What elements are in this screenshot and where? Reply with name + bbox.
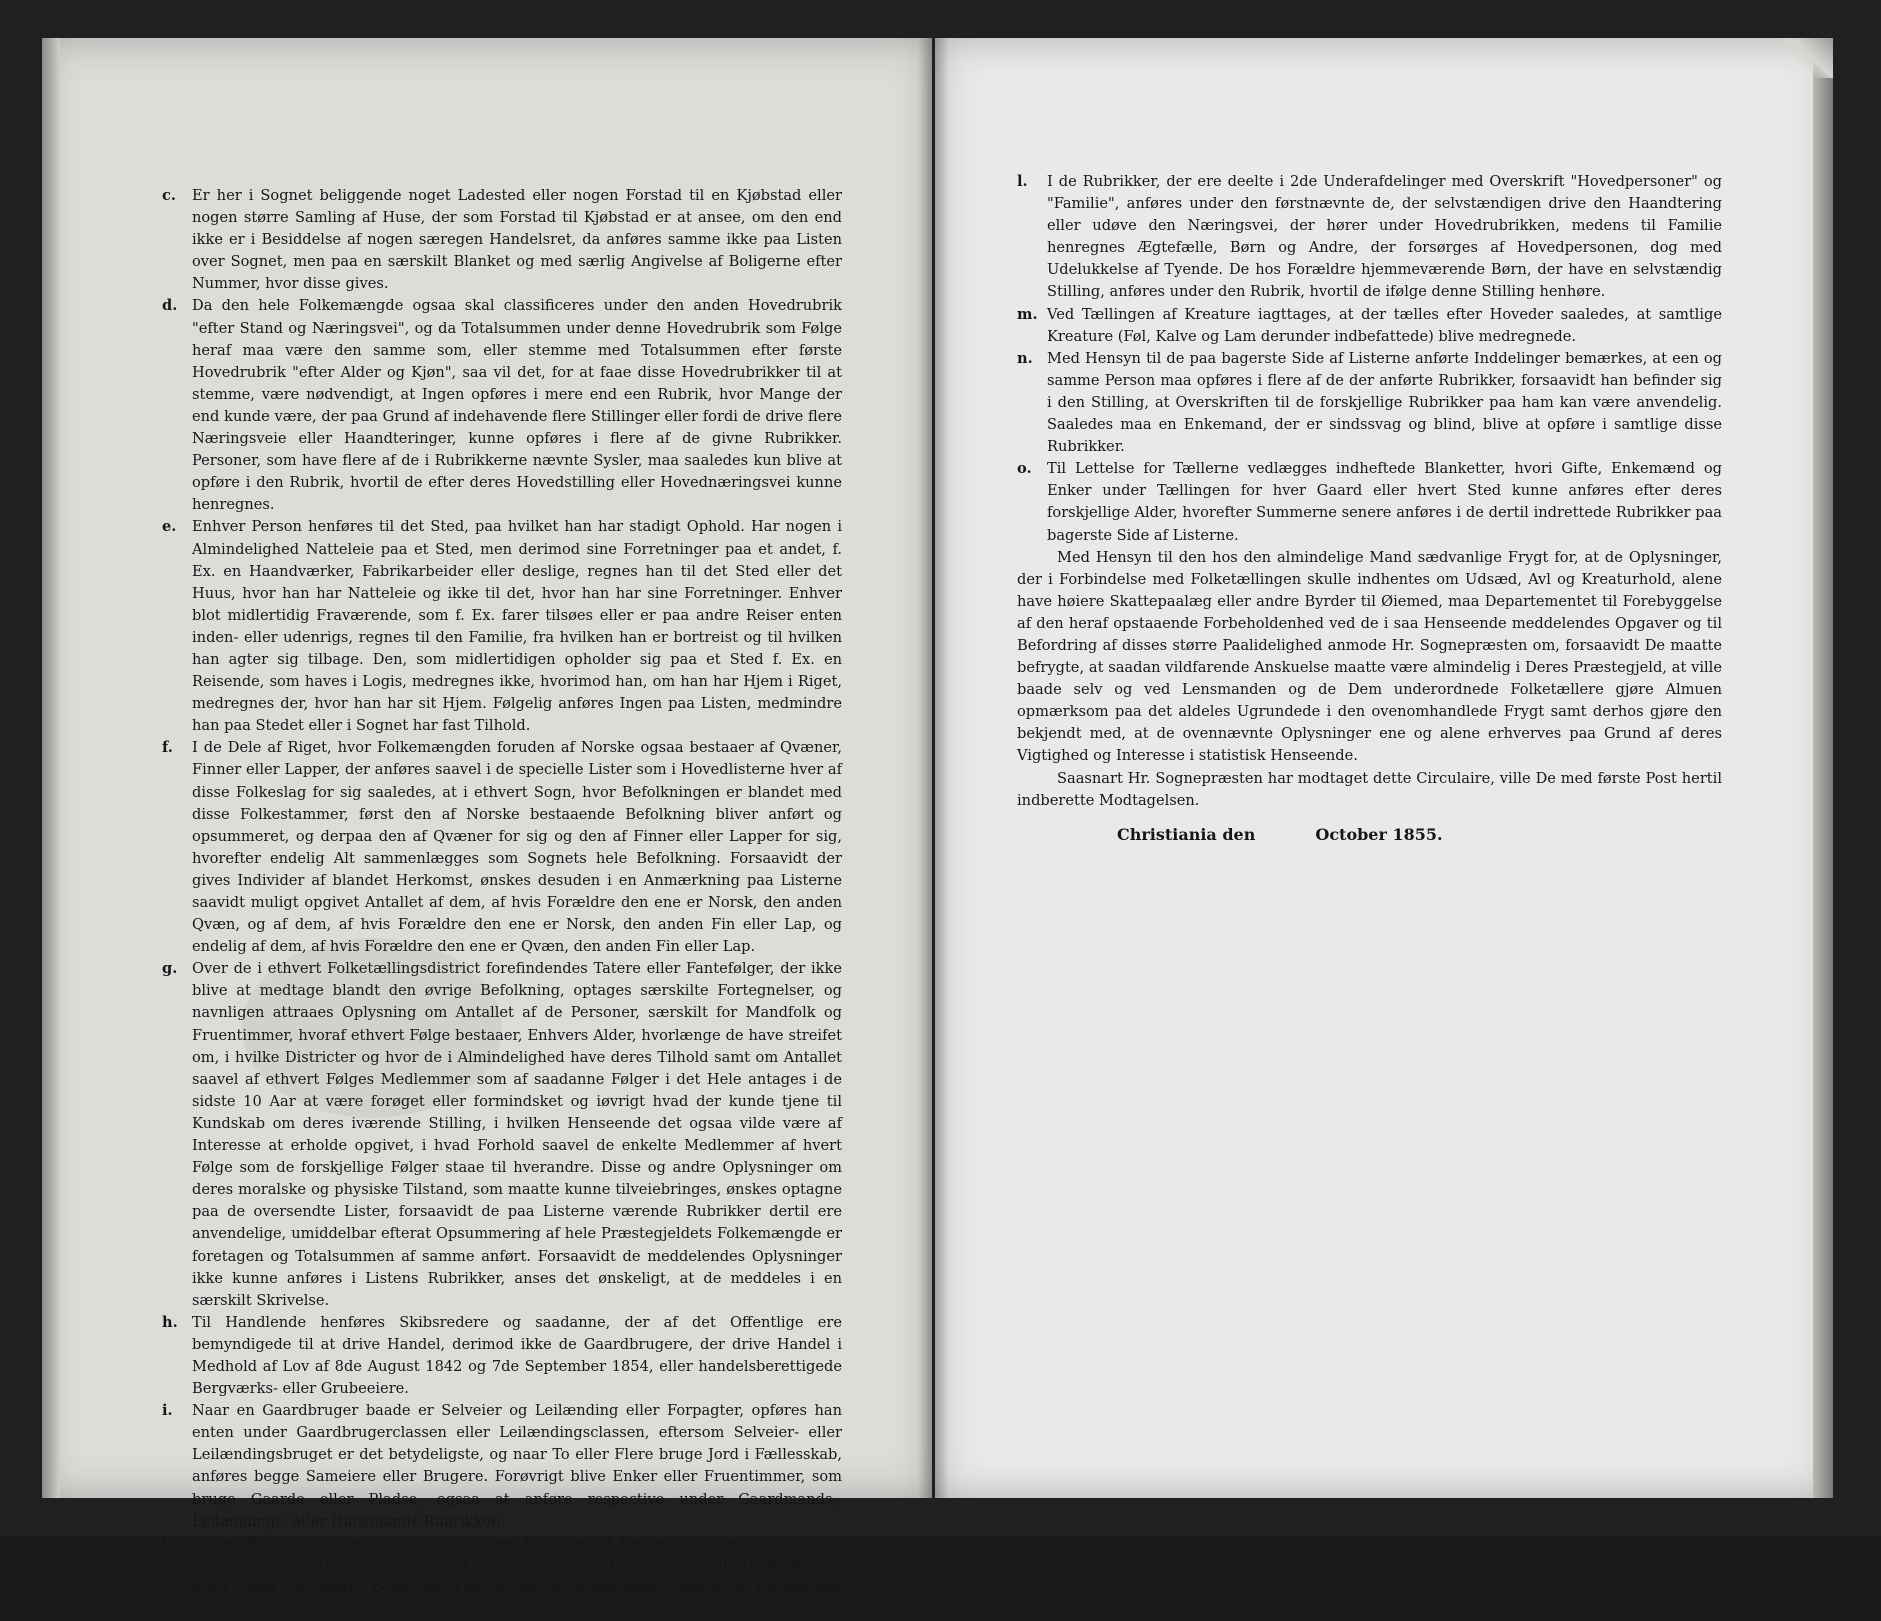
paragraph-text: Ved Tællingen af Kreature iagttages, at der tælles efter Hoveder saaledes, at samtlige Kreature (Føl, Kalve og Lam derunder indbefattede) blive medregnede. xyxy=(1047,305,1722,345)
paragraph-letter: g. xyxy=(162,960,178,978)
paragraph-letter: f. xyxy=(162,739,173,757)
paragraph-letter: l. xyxy=(1017,173,1028,190)
paragraph-letter: m. xyxy=(1017,305,1038,323)
paragraph-letter: e. xyxy=(162,518,177,536)
paragraph-e xyxy=(162,516,842,737)
paragraph-letter: h. xyxy=(162,1313,178,1331)
paragraph-text: I de Dele af Riget, hvor Folkemængden foruden af Norske ogsaa bestaaer af Qvæner, Finner eller Lapper, der anføres saavel i de specielle Lister som i Hovedlisterne hver af disse Folkeslag for sig saaledes, at i ethvert Sogn, hvor Befolkningen er blandet med disse Folkestammer, først den af Norske bestaaende Befolkning bliver anført og opsummeret, og derpaa den af Qvæner for sig og den af Finner eller Lapper for sig, hvorefter endelig Alt sammenlægges som Sognets hele Befolkning. Forsaavidt der gives Individer af blandet Herkomst, ønskes desuden i en Anmærkning paa Listerne saavidt muligt opgivet Antallet af dem, af hvis Forældre den ene er Norsk, den anden Qvæn, og af dem, af hvis Forældre den ene er Norsk, den anden Fin eller Lap, og endelig af dem, af hvis Forældre den ene er Qvæn, den anden Fin eller Lap. xyxy=(192,739,842,956)
paragraph-letter: i. xyxy=(162,1402,173,1420)
paragraph-o xyxy=(1017,458,1722,546)
paragraph-text: I de Rubrikker, der ere deelte i 2de Underafdelinger med Overskrift "Hovedpersoner" og "Familie", anføres under den førstnævnte de, der selvstændigen drive den Haandtering eller udøve den Næringsvei, der hører under Hovedrubrikken, medens til Familie henregnes Ægtefælle, Børn og Andre, der forsørges af Hovedpersonen, dog med Udelukkelse af Tyende. De hos Forældre hjemmeværende Børn, der have en selvstændig Stilling, anføres under den Rubrik, hvortil de ifølge denne Stilling henhøre. xyxy=(1047,173,1722,301)
paragraph-letter: n. xyxy=(1017,349,1033,367)
paragraph-k xyxy=(162,1533,842,1621)
paragraph-text: Da den hele Folkemængde ogsaa skal classificeres under den anden Hovedrubrik "efter Stand og Næringsvei", og da Totalsummen under denne Hovedrubrik som Følge heraf maa være den samme som, eller stemme med Totalsummen efter første Hovedrubrik "efter Alder og Kjøn", saa vil det, for at faae disse Hovedrubrikker til at stemme, være nødvendigt, at Ingen opføres i mere end een Rubrik, hvor Mange der end kunde være, der paa Grund af indehavende flere Stillinger eller fordi de drive flere Næringsveie eller Haandteringer, kunne opføres i flere af de givne Rubrikker. Personer, som have flere af de i Rubrikkerne nævnte Sysler, maa saaledes kun blive at opføre i den Rubrik, hvortil de efter deres Hovedstilling eller Hovednæringsvei kunne henregnes. xyxy=(192,297,842,514)
paragraph-text: Er her i Sognet beliggende noget Ladested eller nogen Forstad til en Kjøbstad eller nogen større Samling af Huse, der som Forstad til Kjøbstad er at ansee, om den end ikke er i Besiddelse af nogen særegen Handelsret, da anføres samme ikke paa Listen over Sognet, men paa en særskilt Blanket og med særlig Angivelse af Boligerne efter Nummer, hvor disse gives. xyxy=(192,187,842,293)
paragraph-n xyxy=(1017,348,1722,458)
right-text-block xyxy=(1017,171,1722,846)
paragraph-letter: c. xyxy=(162,187,176,204)
page-edge xyxy=(42,38,60,1498)
right-page xyxy=(935,38,1833,1498)
paragraph-l xyxy=(1017,171,1722,304)
paragraph-m xyxy=(1017,304,1722,348)
paragraph-d xyxy=(162,295,842,516)
paragraph-text: Med Hensyn til de paa bagerste Side af Listerne anførte Inddelinger bemærkes, at een og samme Person maa opføres i flere af de der anførte Rubrikker, forsaavidt han befinder sig i den Stilling, at Overskriften til de forskjellige Rubrikker paa ham kan være anvendelig. Saaledes maa en Enkemand, der er sindssvag og blind, blive at opføre i samtlige disse Rubrikker. xyxy=(1047,349,1722,456)
left-text-block xyxy=(162,185,842,1621)
paragraph-g xyxy=(162,958,842,1312)
closing-paragraph: Med Hensyn til den hos den almindelige Mand sædvanlige Frygt for, at de Oplysninger, der i Forbindelse med Folketællingen skulle indhentes om Udsæd, Avl og Kreaturhold, alene have høiere Skattepaalæg eller andre Byrder til Øiemed, maa Departementet til Forebyggelse af den heraf opstaaende Forbeholdenhed ved de i saa Henseende meddelendes Opgaver og til Befordring af disses større Paalidelighed anmode Hr. Sognepræsten om, forsaavidt De maatte befrygte, at saadan vildfarende Anskuelse maatte være almindelig i Deres Præstegjeld, at ville baade selv og ved Lensmanden og de Dem underordnede Folketællere gjøre Almuen opmærksom paa det aldeles Ugrundede i den ovenomhandlede Frygt samt derhos gjøre den bekjendt med, at de ovennævnte Oplysninger ene og alene erhverves paa Grund af deres Vigtighed og Interesse i statistisk Henseende. xyxy=(1017,548,1722,765)
page-edge xyxy=(1813,38,1833,1498)
dateline xyxy=(1017,824,1722,846)
paragraph-h xyxy=(162,1312,842,1400)
paragraph-letter: d. xyxy=(162,297,178,315)
closing-paragraph: Saasnart Hr. Sognepræsten har modtaget dette Circulaire, ville De med første Post hertil indberette Modtagelsen. xyxy=(1017,769,1722,809)
paragraph-text: Til Handlende henføres Skibsredere og saadanne, der af det Offentlige ere bemyndigede til at drive Handel, derimod ikke de Gaardbrugere, der drive Handel i Medhold af Lov af 8de August 1842 og 7de September 1854, eller handelsberettigede Bergværks- eller Grubeeiere. xyxy=(192,1313,842,1398)
paragraph-text: Naar en Gaardbruger baade er Selveier og Leilænding eller Forpagter, opføres han enten under Gaardbrugerclassen eller Leilændingsclassen, eftersom Selveier- eller Leilændingsbruget er det betydeligste, og naar To eller Flere bruge Jord i Fællesskab, anføres begge Sameiere eller Brugere. Forøvrigt blive Enker eller Fruentimmer, som bruge Gaarde eller Pladse, ogsaa at anføre respective under Gaardmands-, Leilændings- eller Huusmands-Rubrikken. xyxy=(192,1402,842,1530)
paragraph-f xyxy=(162,737,842,958)
paragraph-i xyxy=(162,1400,842,1533)
paragraph-letter: k. xyxy=(162,1534,178,1552)
left-page xyxy=(42,38,932,1618)
corner-fold xyxy=(1773,38,1833,78)
paragraph-text: Til Lettelse for Tællerne vedlægges indheftede Blanketter, hvori Gifte, Enkemænd og Enker under Tællingen for hver Gaard eller hvert Sted kunne anføres efter deres forskjellige Alder, hvorefter Summerne senere anføres i de dertil indrettede Rubrikker paa bagerste Side af Listerne. xyxy=(1047,460,1722,544)
paragraph-text: Over de i ethvert Folketællingsdistrict forefindendes Tatere eller Fantefølger, der ikke blive at medtage blandt den øvrige Befolkning, optages særskilte Fortegnelser, og navnligen attraaes Oplysning om Antallet af de Personer, særskilt for Mandfolk og Fruentimmer, hvoraf ethvert Følge bestaaer, Enhvers Alder, hvorlænge de have streifet om, i hvilke Districter og hvor de i Almindelighed have deres Tilhold samt om Antallet saavel af ethvert Følges Medlemmer som af saadanne Følger i det Hele antages i de sidste 10 Aar at være forøget eller formindsket og iøvrigt hvad der kunde tjene til Kundskab om deres iværende Stilling, i hvilken Henseende det ogsaa vilde være af Interesse at erholde opgivet, i hvad Forhold saavel de enkelte Medlemmer af hvert Følge som de forskjellige Følger staae til hverandre. Disse og andre Oplysninger om deres moralske og physiske Tilstand, som maatte kunne tilveiebringes, ønskes optagne paa de oversendte Lister, forsaavidt de paa Listerne værende Rubrikker dertil ere anvendelige, umiddelbar efterat Opsummering af hele Præstegjeldets Folkemængde er foretagen og Totalsummen af samme anført. Forsaavidt de meddelendes Oplysninger ikke kunne anføres i Listens Rubrikker, anses det ønskeligt, at de meddeles i en særskilt Skrivelse. xyxy=(192,960,842,1309)
dateline-date: October 1855. xyxy=(1315,824,1443,844)
paragraph-text: Enhver Person henføres til det Sted, paa hvilket han har stadigt Ophold. Har nogen i Almindelighed Natteleie paa et Sted, men derimod sine Forretninger paa et andet, f. Ex. en Haandværker, Fabrikarbeider eller deslige, regnes han til det Sted eller det Huus, hvor han har Natteleie og ikke til det, hvor han har sine Forretninger. Enhver blot midlertidig Fraværende, som f. Ex. farer tilsøes eller er paa andre Reiser enten inden- eller udenrigs, regnes til den Familie, fra hvilken han er bortreist og til hvilken han agter sig tilbage. Den, som midlertidigen opholder sig paa et Sted f. Ex. en Reisende, som haves i Logis, medregnes ikke, hvorimod han, om han har Hjem i Riget, medregnes der, hvor han har sit Hjem. Følgelig anføres Ingen paa Listen, medmindre han paa Stedet eller i Sognet har fast Tilhold. xyxy=(192,518,842,735)
paragraph-letter: o. xyxy=(1017,460,1032,478)
paragraph-c xyxy=(162,185,842,295)
dateline-place: Christiania den xyxy=(1117,824,1256,844)
paragraph-text: Under Rubrikken "Føderaadsfolk" optages Personer af begge Kjøn, der have opladt deres Jordebrug til Andre mod deraf at nyde for deres Levetid en aarlig Godtgjørelse, hvad enten Personerne benævnes Føderaadsfolk, Bilkaarsfolk, Livørefolk, Følgemænd eller andet. xyxy=(192,1534,842,1618)
